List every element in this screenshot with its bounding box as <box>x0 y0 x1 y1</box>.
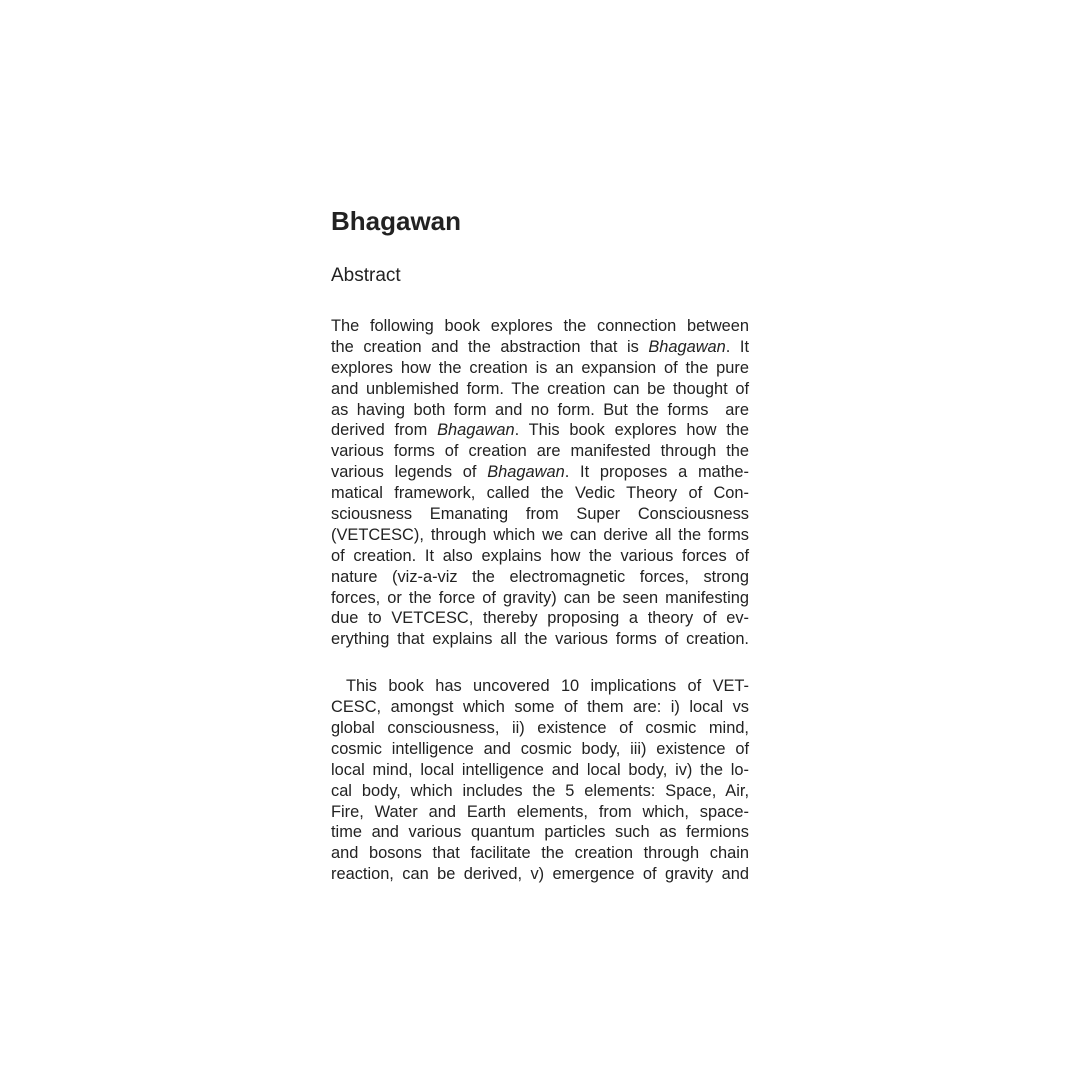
text-segment: the creation and the abstraction that is <box>331 337 649 356</box>
text-segment: (VETCESC), through which we can derive all the forms <box>331 525 749 544</box>
text-segment: local mind, local intelligence and local body, iv) the lo- <box>331 760 749 779</box>
text-segment: of creation. It also explains how the various forces of <box>331 546 749 565</box>
text-segment: . It proposes a mathe- <box>564 463 749 482</box>
paragraph-line <box>331 802 749 823</box>
paragraph-line <box>331 567 749 588</box>
abstract-paragraph-2 <box>331 676 749 885</box>
paragraph-line <box>331 400 749 421</box>
text-segment: CESC, amongst which some of them are: i) local vs <box>331 698 749 717</box>
paragraph-line <box>331 739 749 760</box>
paragraph-line <box>331 760 749 781</box>
paragraph-line <box>331 483 749 504</box>
paragraph-line <box>331 697 749 718</box>
paragraph-line <box>331 608 749 629</box>
text-segment: derived from <box>331 421 438 440</box>
paragraph-line <box>331 864 749 885</box>
paragraph-line <box>331 441 749 462</box>
paragraph-line <box>331 420 749 441</box>
text-segment: due to VETCESC, thereby proposing a theory of ev- <box>331 609 749 628</box>
paragraph-line <box>331 337 749 358</box>
paragraph-line <box>331 379 749 400</box>
paragraph-line <box>331 546 749 567</box>
text-segment: cal body, which includes the 5 elements: Space, Air, <box>331 781 749 800</box>
text-segment: reaction, can be derived, v) emergence of gravity and <box>331 865 749 884</box>
text-segment: various legends of <box>331 463 488 482</box>
paragraph-line <box>331 588 749 609</box>
text-segment: cosmic intelligence and cosmic body, iii) existence of <box>331 739 749 758</box>
text-segment: . This book explores how the <box>514 421 749 440</box>
paragraph-line <box>331 718 749 739</box>
paragraph-line <box>331 822 749 843</box>
text-segment: . It <box>725 337 749 356</box>
text-segment: and unblemished form. The creation can be thought of <box>331 379 749 398</box>
paragraph-line <box>331 781 749 802</box>
paragraph-line <box>331 462 749 483</box>
paragraph-line <box>331 358 749 379</box>
text-segment: Fire, Water and Earth elements, from which, space- <box>331 802 749 821</box>
text-segment: The following book explores the connection between <box>331 317 749 335</box>
text-segment: time and various quantum particles such as fermions <box>331 823 749 842</box>
text-segment: and bosons that facilitate the creation through chain <box>331 844 749 863</box>
text-segment: forces, or the force of gravity) can be seen manifesting <box>331 588 749 607</box>
text-segment: explores how the creation is an expansion of the pure <box>331 358 749 377</box>
text-segment: erything that explains all the various forms of creation. <box>331 630 749 649</box>
text-segment: as having both form and no form. But the forms are <box>331 400 749 419</box>
section-heading-abstract: Abstract <box>331 265 401 286</box>
italic-term: Bhagawan <box>648 337 726 356</box>
text-segment: nature (viz-a-viz the electromagnetic forces, strong <box>331 567 749 586</box>
paragraph-line <box>331 316 749 337</box>
text-segment: matical framework, called the Vedic Theory of Con- <box>331 484 749 503</box>
italic-term: Bhagawan <box>437 421 515 440</box>
paragraph-line <box>346 676 749 697</box>
paragraph-line <box>331 504 749 525</box>
abstract-paragraph-1 <box>331 316 749 650</box>
paragraph-line <box>331 843 749 864</box>
paragraph-line <box>331 525 749 546</box>
document-page <box>331 204 749 885</box>
document-title: Bhagawan <box>331 206 462 236</box>
text-segment: This book has uncovered 10 implications of VET- <box>346 677 749 696</box>
text-segment: sciousness Emanating from Super Consciousness <box>331 505 749 524</box>
italic-term: Bhagawan <box>487 463 565 482</box>
paragraph-line <box>331 629 749 650</box>
text-segment: various forms of creation are manifested through the <box>331 442 749 461</box>
text-segment: global consciousness, ii) existence of cosmic mind, <box>331 719 749 738</box>
